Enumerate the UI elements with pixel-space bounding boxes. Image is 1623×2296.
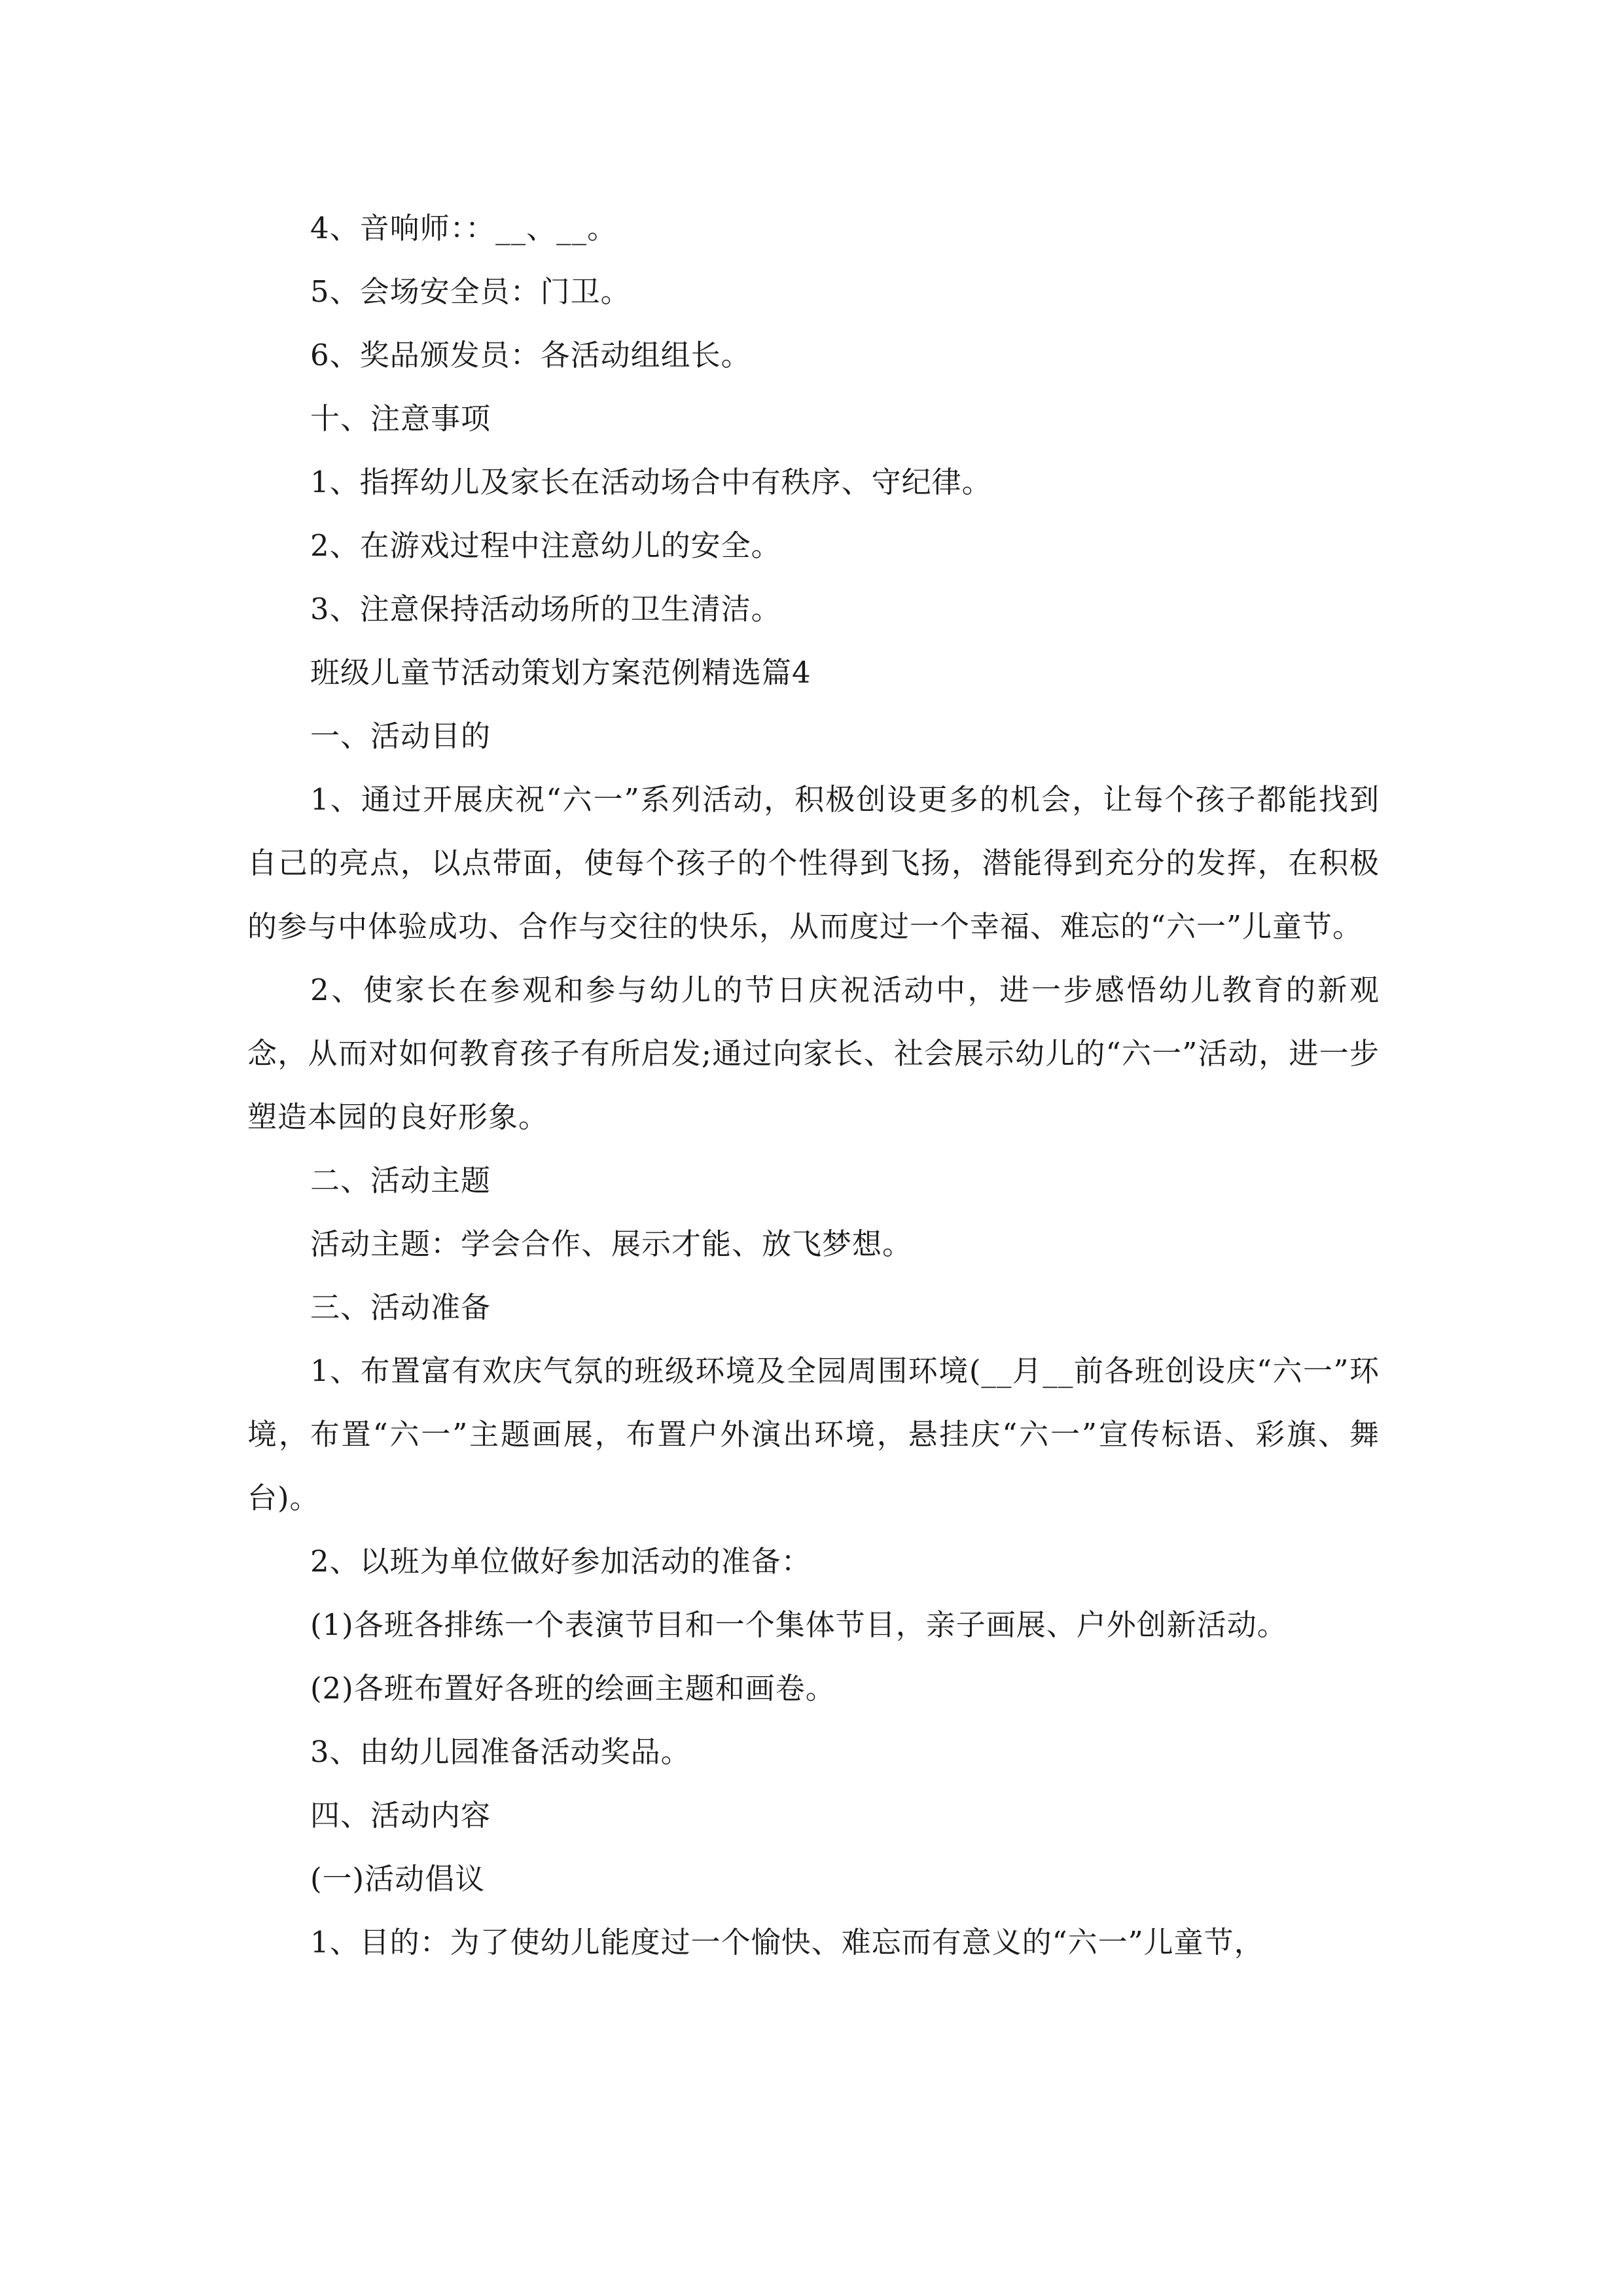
paragraph-proposal-1: 1、目的：为了使幼儿能度过一个愉快、难忘而有意义的“六一”儿童节，: [310, 1925, 1264, 1960]
paragraph-note-3: 3、注意保持活动场所的卫生清洁。: [310, 592, 781, 626]
section-heading-notes: 十、注意事项: [310, 401, 491, 436]
section-heading-content: 四、活动内容: [310, 1798, 491, 1833]
subsection-heading-proposal: (一)活动倡议: [310, 1861, 486, 1896]
paragraph-theme: 活动主题：学会合作、展示才能、放飞梦想。: [310, 1227, 913, 1261]
section-heading-preparation: 三、活动准备: [310, 1290, 491, 1325]
section-heading-purpose: 一、活动目的: [310, 719, 491, 753]
paragraph-sound-engineer: 4、音响师：：__、__。: [310, 211, 618, 245]
paragraph-purpose-1: 1、通过开展庆祝“六一”系列活动，积极创设更多的机会，让每个孩子都能找到自己的亮点，以点带面，使每个孩子的个性得到飞扬，潜能得到充分的发挥，在积极的参与中体验成功、合作与交往的快乐，从而度过一个幸福、难忘的“六一”儿童节。: [247, 782, 1380, 944]
paragraph-prize-presenter: 6、奖品颁发员：各活动组组长。: [310, 338, 751, 372]
document-body: [247, 196, 1380, 1974]
paragraph-preparation-3: 3、由幼儿园准备活动奖品。: [310, 1734, 691, 1769]
section-heading-theme: 二、活动主题: [310, 1163, 491, 1198]
paragraph-preparation-2-2: (2)各班布置好各班的绘画主题和画卷。: [310, 1671, 836, 1706]
paragraph-preparation-2-1: (1)各班各排练一个表演节目和一个集体节目，亲子画展、户外创新活动。: [310, 1607, 1287, 1642]
paragraph-purpose-2: 2、使家长在参观和参与幼儿的节日庆祝活动中，进一步感悟幼儿教育的新观念，从而对如何教育孩子有所启发;通过向家长、社会展示幼儿的“六一”活动，进一步塑造本园的良好形象。: [247, 973, 1380, 1134]
paragraph-preparation-1: 1、布置富有欢庆气氛的班级环境及全园周围环境(__月__前各班创设庆“六一”环境，布置“六一”主题画展，布置户外演出环境，悬挂庆“六一”宣传标语、彩旗、舞台)。: [247, 1354, 1380, 1515]
article-title: 班级儿童节活动策划方案范例精选篇4: [310, 655, 812, 690]
paragraph-note-2: 2、在游戏过程中注意幼儿的安全。: [310, 528, 781, 563]
paragraph-security-staff: 5、会场安全员：门卫。: [310, 274, 631, 309]
paragraph-note-1: 1、指挥幼儿及家长在活动场合中有秩序、守纪律。: [310, 465, 992, 499]
paragraph-preparation-2: 2、以班为单位做好参加活动的准备：: [310, 1544, 812, 1579]
